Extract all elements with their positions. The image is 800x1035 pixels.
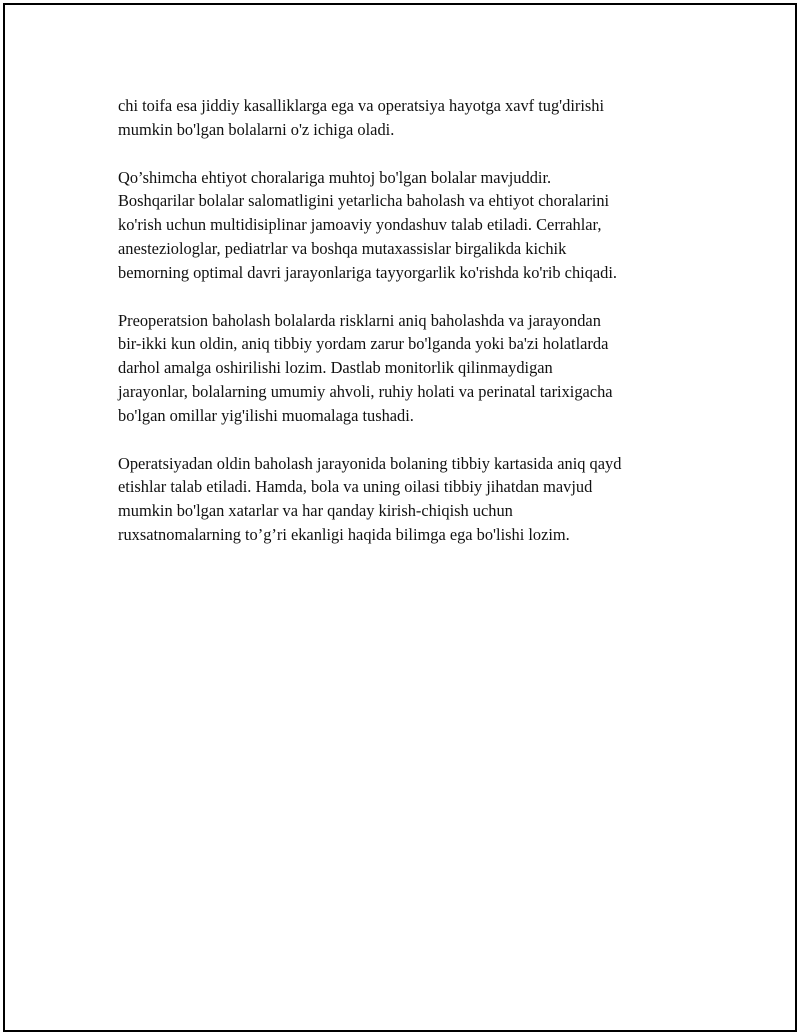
paragraph-2: Qo’shimcha ehtiyot choralariga muhtoj bo'lgan bolalar mavjuddir. Boshqarilar bolalar salomatligini yetarlicha baholash va ehtiyot choralarini ko'rish uchun multidisiplinar jamoaviy yondashuv talab etiladi. Cerrahlar, anesteziologlar, pediatrlar va boshqa mutaxassislar birgalikda kichik bemorning optimal davri jarayonlariga tayyorgarlik ko'rishda ko'rib chiqadi. (118, 167, 618, 282)
document-body (118, 94, 708, 571)
paragraph-3: Preoperatsion baholash bolalarda risklarni aniq baholashda va jarayondan bir-ikki kun oldin, aniq tibbiy yordam zarur bo'lganda yoki ba'zi holatlarda darhol amalga oshirilishi lozim. Dastlab monitorlik qilinmaydigan jarayonlar, bolalarning umumiy ahvoli, ruhiy holati va perinatal tarixigacha bo'lgan omillar yig'ilishi muomalaga tushadi. (118, 310, 613, 425)
paragraph-1: chi toifa esa jiddiy kasalliklarga ega va operatsiya hayotga xavf tug'dirishi mumkin bo'lgan bolalarni o'z ichiga oladi. (118, 96, 605, 139)
paragraph-4: Operatsiyadan oldin baholash jarayonida bolaning tibbiy kartasida aniq qayd etishlar talab etiladi. Hamda, bola va uning oilasi tibbiy jihatdan mavjud mumkin bo'lgan xatarlar va har qanday kirish-chiqish uchun ruxsatnomalarning to’g’ri ekanligi haqida bilimga ega bo'lishi lozim. (118, 453, 622, 544)
